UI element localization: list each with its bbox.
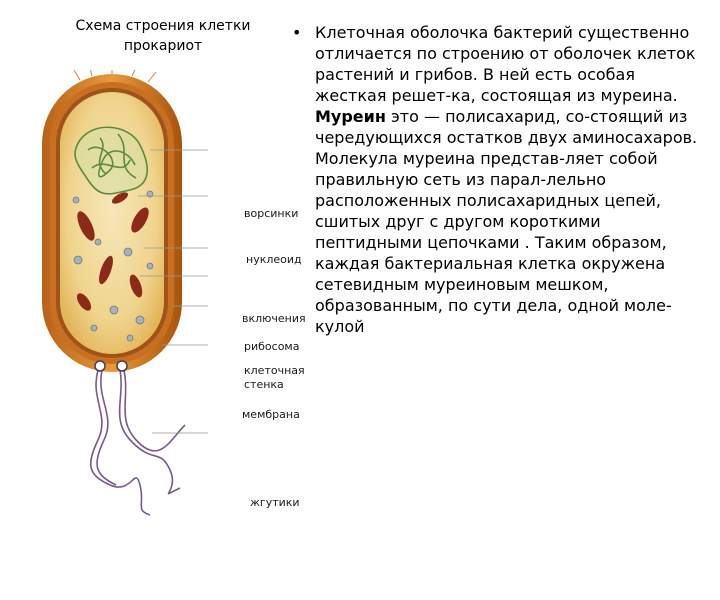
bullet-marker: • <box>292 23 302 42</box>
diagram-labels <box>80 140 310 600</box>
bullet-text-block <box>292 22 702 337</box>
bullet-paragraph <box>315 22 702 337</box>
label-flagella: жгутики <box>250 496 300 509</box>
figure-caption <box>52 16 274 56</box>
label-nucleoid: нуклеоид <box>246 253 302 266</box>
paragraph-part-1: Клеточная оболочка бактерий существенно отличается по строению от оболочек клеток растений и грибов. В ней есть особая жесткая решет-ка, состоящая из муреина. <box>315 23 696 105</box>
label-cell-wall-2: стенка <box>244 378 284 391</box>
label-ribosome: рибосома <box>244 340 300 353</box>
label-inclusions: включения <box>242 312 306 325</box>
caption-line-2: прокариот <box>123 38 203 54</box>
prokaryote-cell-diagram <box>40 70 306 530</box>
caption-line-1: Схема строения клетки <box>75 18 251 34</box>
term-murein: Муреин <box>315 107 386 126</box>
paragraph-part-2: это — полисахарид, со-стоящий из чередующихся остатков двух аминосахаров. Молекула муреина представ-ляет собой правильную сеть из парал-лельно расположенных полисахаридных цепей, сшитых друг с другом короткими пептидными цепочками . Таким образом, каждая бактериальная клетка окружена сетевидным муреиновым мешком, образованным, по сути дела, одной моле-кулой <box>315 107 698 336</box>
label-cell-wall-1: клеточная <box>244 364 305 377</box>
label-villi: ворсинки <box>244 207 299 220</box>
label-membrane: мембрана <box>242 408 300 421</box>
